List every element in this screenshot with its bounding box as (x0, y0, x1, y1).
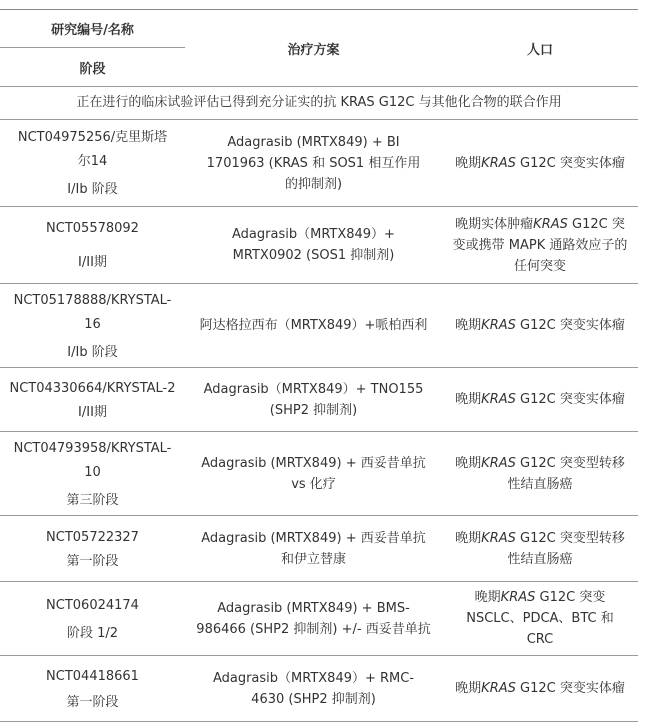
trial-regimen: Adagrasib (MRTX849) + BMS-986466 (SHP2 抑制剂) +/- 西妥昔单抗 (196, 600, 431, 637)
population-gene: KRAS (481, 392, 516, 407)
trial-stage: I/II期 (78, 255, 107, 270)
population-gene: KRAS (533, 216, 568, 232)
trial-stage: 阶段 1/2 (66, 625, 119, 641)
trial-stage: I/II期 (78, 404, 107, 420)
trial-stage: 第一阶段 (66, 553, 119, 569)
table-row (0, 582, 638, 656)
trial-id-cell (0, 516, 185, 582)
table-row (0, 120, 638, 207)
table-row (0, 432, 638, 516)
header-stage: 阶段 (0, 48, 185, 87)
table-row (0, 368, 638, 432)
population-prefix: 晚期 (455, 681, 482, 696)
population-prefix: 晚期 (455, 155, 482, 171)
trial-id: NCT06024174 (46, 597, 139, 613)
population-prefix: 晚期 (455, 392, 482, 407)
trial-regimen: Adagrasib（MRTX849）+ TNO155 (SHP2 抑制剂) (203, 381, 424, 418)
population-suffix: G12C 突变型转移性结直肠癌 (507, 455, 625, 492)
header-regimen: 治疗方案 (185, 10, 442, 87)
population-suffix: G12C 突变 NSCLC、PDCA、BTC 和 CRC (466, 590, 614, 647)
trial-population (442, 368, 638, 432)
population-prefix: 晚期 (455, 530, 482, 546)
trial-stage: 第三阶段 (66, 492, 119, 508)
trial-population (442, 284, 638, 368)
trial-id-cell (0, 368, 185, 432)
trial-population (442, 656, 638, 722)
trial-regimen: Adagrasib（MRTX849）+ MRTX0902 (SOS1 抑制剂) (232, 227, 395, 263)
population-suffix: G12C 突变型转移性结直肠癌 (507, 530, 625, 567)
trial-id: NCT04793958/KRYSTAL-10 (13, 440, 172, 480)
clinical-trials-table (0, 10, 638, 722)
trial-regimen: Adagrasib（MRTX849）+ RMC-4630 (SHP2 抑制剂) (212, 670, 415, 707)
trial-id-cell (0, 207, 185, 284)
population-suffix: G12C 突变或携带 MAPK 通路效应子的任何突变 (452, 216, 628, 274)
population-prefix: 晚期实体肿瘤 (455, 216, 534, 232)
table-row (0, 656, 638, 722)
trial-id: NCT04330664/KRYSTAL-2 (9, 380, 176, 396)
population-gene: KRAS (481, 318, 516, 333)
trial-id: NCT04418661 (46, 668, 139, 684)
trial-id-cell (0, 432, 185, 516)
table-row (0, 284, 638, 368)
trial-population (442, 582, 638, 656)
trial-id-cell (0, 284, 185, 368)
header-population: 人口 (442, 10, 638, 87)
trial-id: NCT05578092 (46, 221, 139, 236)
trial-id-cell (0, 120, 185, 207)
trial-population (442, 207, 638, 284)
population-gene: KRAS (481, 530, 516, 546)
table-row (0, 207, 638, 284)
trial-id: NCT05178888/KRYSTAL-16 (13, 292, 172, 332)
table-row (0, 516, 638, 582)
trial-id: NCT04975256/克里斯塔尔14 (17, 130, 168, 169)
header-id-name: 研究编号/名称 (0, 10, 185, 48)
trial-regimen: 阿达格拉西布（MRTX849）+哌柏西利 (199, 318, 428, 333)
population-prefix: 晚期 (455, 318, 482, 333)
trial-stage: I/Ib 阶段 (67, 344, 118, 360)
population-gene: KRAS (481, 155, 516, 171)
trial-regimen: Adagrasib (MRTX849) + BI 1701963 (KRAS 和 SOS1 相互作用的抑制剂) (206, 134, 421, 192)
trial-id-cell (0, 582, 185, 656)
trial-population (442, 516, 638, 582)
population-gene: KRAS (481, 455, 516, 471)
population-suffix: G12C 突变实体瘤 (515, 155, 625, 171)
population-suffix: G12C 突变实体瘤 (515, 392, 625, 407)
population-prefix: 晚期 (474, 590, 501, 605)
trial-id: NCT05722327 (46, 529, 139, 545)
trial-population (442, 432, 638, 516)
trial-population (442, 120, 638, 207)
population-gene: KRAS (500, 590, 536, 605)
trial-stage: I/Ib 阶段 (67, 182, 118, 197)
population-gene: KRAS (481, 681, 516, 696)
trial-regimen: Adagrasib (MRTX849) + 西妥昔单抗和伊立替康 (201, 530, 426, 567)
trial-regimen: Adagrasib (MRTX849) + 西妥昔单抗 vs 化疗 (201, 455, 426, 492)
table-subheader: 正在进行的临床试验评估已得到充分证实的抗 KRAS G12C 与其他化合物的联合作用 (0, 87, 638, 120)
trial-id-cell (0, 656, 185, 722)
population-suffix: G12C 突变实体瘤 (515, 681, 625, 696)
trial-stage: 第一阶段 (66, 694, 119, 710)
population-prefix: 晚期 (455, 455, 482, 471)
population-suffix: G12C 突变实体瘤 (515, 318, 625, 333)
